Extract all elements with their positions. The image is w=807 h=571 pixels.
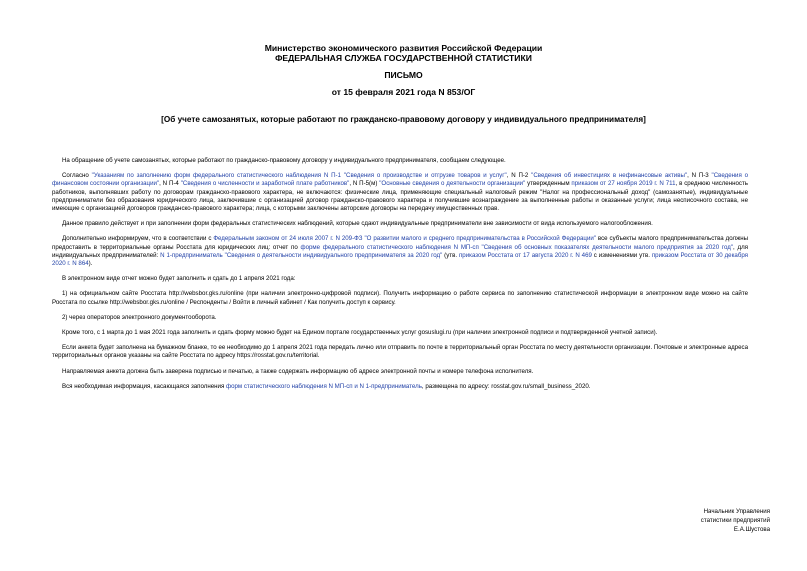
paragraph-option-2: 2) через операторов электронного документооборота.: [62, 313, 217, 321]
form-p2-link[interactable]: "Сведения об инвестициях в нефинансовые активы": [531, 172, 688, 180]
forms-mp-sp-1-link[interactable]: форм статистического наблюдения N МП-сп и N 1-предприниматель: [226, 382, 422, 390]
order-864-link[interactable]: приказом Росстата от 30 декабря 2020 г. N 864: [52, 251, 749, 268]
document-date-number: от 15 февраля 2021 года N 853/ОГ: [331, 87, 476, 97]
order-711-link[interactable]: приказом от 27 ноября 2019 г. N 711: [571, 180, 676, 188]
service-name: ФЕДЕРАЛЬНАЯ СЛУЖБА ГОСУДАРСТВЕННОЙ СТАТИСТИКИ: [275, 53, 532, 63]
signature-department: статистики предприятий: [700, 517, 770, 524]
federal-law-209-link[interactable]: Федеральным законом от 24 июля 2007 г. N 209-ФЗ "О развитии малого и среднего предпринимательства в Российской Федерации": [213, 235, 596, 243]
signature-block: [570, 507, 770, 534]
form-p3-link[interactable]: "Сведения о финансовом состоянии организации": [52, 172, 749, 188]
paragraph-option-1: 1) на официальном сайте Росстата http://websbor.gks.ru/online (при наличии электронно-цифровой подписи). Получить информацию о работе сервиса по заполнению статистической информации в электронном виде можно на сайте Росстата по ссылке http://websbor.gks.ru/online / Респонденты / Войти в личный кабинет / Как получить доступ к сервису.: [52, 290, 748, 306]
form-1-entrepreneur-link[interactable]: N 1-предприниматель "Сведения о деятельности индивидуального предпринимателя за 2020 год": [160, 251, 443, 259]
paragraph-gosuslugi: Кроме того, с 1 марта до 1 мая 2021 года заполнить и сдать форму можно будет на Едином портале государственных услуг gosuslugi.ru (при наличии электронной подписи и подтвержденной учетной записи).: [62, 329, 658, 337]
letter-body: [52, 157, 748, 391]
ministry-name: Министерство экономического развития Российской Федерации: [264, 43, 543, 53]
instructions-link[interactable]: "Указаниям по заполнению форм федерального статистического наблюдения N П-1 "Сведения о производстве и отгрузке товаров и услуг": [91, 172, 507, 180]
document-title: [Об учете самозанятых, которые работают по гражданско-правовому договору у индивидуального предпринимателя]: [161, 115, 646, 124]
paragraph-exclusions: Согласно "Указаниям по заполнению форм федерального статистического наблюдения N П-1 "Сведения о производстве и отгрузке товаров и услуг", N П-2 "Сведения об инвестициях в нефинансовые активы", N П-3 "Сведения о финансовом состоянии организации", N П-4 "Сведения о численности и заработной плате работников", N П-5(м) "Основные сведения о деятельности организации" утвержденным приказом от 27 ноября 2019 г. N 711, в среднюю численность работников, выполнявших работу по договорам гражданско-правового характера, не включаются: физические лица, применяющие специальный налоговый режим "Налог на профессиональный доход" (самозанятые), индивидуальные предприниматели без образования юридического лица, заключившие с организацией договор гражданско-правового характера и получившие вознаграждение за выполненные работы и оказанные услуги; лица несписочного состава, не имеющие с организацией договоров гражданско-правового характера; лица, с которыми заключены авторские договоры на передачу имущественных прав.: [52, 172, 749, 213]
form-p4-link[interactable]: "Сведения о численности и заработной плате работников": [180, 180, 350, 188]
signature-position: Начальник Управления: [703, 508, 770, 515]
paragraph-additional-info: Дополнительно информируем, что в соответствии с Федеральным законом от 24 июля 2007 г. N 209-ФЗ "О развитии малого и среднего предпринимательства в Российской Федерации" все субъекты малого предпринимательства должны предоставить в территориальные органы Росстата для юридических лиц: отчет по форме федерального статистического наблюдения N МП-сп "Сведения об основных показателях деятельности малого предприятия за 2020 год", для индивидуальных предпринимателей: N 1-предприниматель "Сведения о деятельности индивидуального предпринимателя за 2020 год" (утв. приказом Росстата от 17 августа 2020 г. N 469 с изменениями утв. приказом Росстата от 30 декабря 2020 г. N 864).: [52, 235, 749, 268]
signature-name: Е.А.Шустова: [733, 526, 770, 533]
paragraph-paper-form: Если анкета будет заполнена на бумажном бланке, то ее необходимо до 1 апреля 2021 года передать лично или отправить по почте в территориальный орган Росстата по месту деятельности организации. Почтовые и электронные адреса территориальных органов указаны на сайте Росстата по адресу https://rosstat.gov.ru/territorial.: [52, 344, 748, 360]
paragraph-rule-applies: Данное правило действует и при заполнении форм федеральных статистических наблюдений, которые сдают индивидуальные предприниматели вне зависимости от вида используемого налогообложения.: [62, 220, 653, 228]
form-mp-sp-link[interactable]: форме федерального статистического наблюдения N МП-сп "Сведения об основных показателях деятельности малого предприятия за 2020 год": [300, 243, 734, 251]
form-p5m-link[interactable]: "Основные сведения о деятельности организации": [379, 180, 526, 188]
paragraph-signature-requirement: Направляемая анкета должна быть заверена подписью и печатью, а также содержать информацию об адресе электронной почты и номере телефона исполнителя.: [62, 367, 534, 375]
document-type: ПИСЬМО: [384, 70, 423, 80]
paragraph-all-info: Вся необходимая информация, касающаяся заполнения форм статистического наблюдения N МП-сп и N 1-предприниматель, размещена по адресу: rosstat.gov.ru/small_business_2020.: [62, 382, 591, 390]
paragraph-electronic: В электронном виде отчет можно будет заполнить и сдать до 1 апреля 2021 года:: [62, 275, 296, 283]
paragraph-intro: На обращение об учете самозанятых, которые работают по гражданско-правовому договору у индивидуального предпринимателя, сообщаем следующее.: [62, 157, 506, 164]
order-469-link[interactable]: приказом Росстата от 17 августа 2020 г. N 469: [458, 251, 592, 259]
